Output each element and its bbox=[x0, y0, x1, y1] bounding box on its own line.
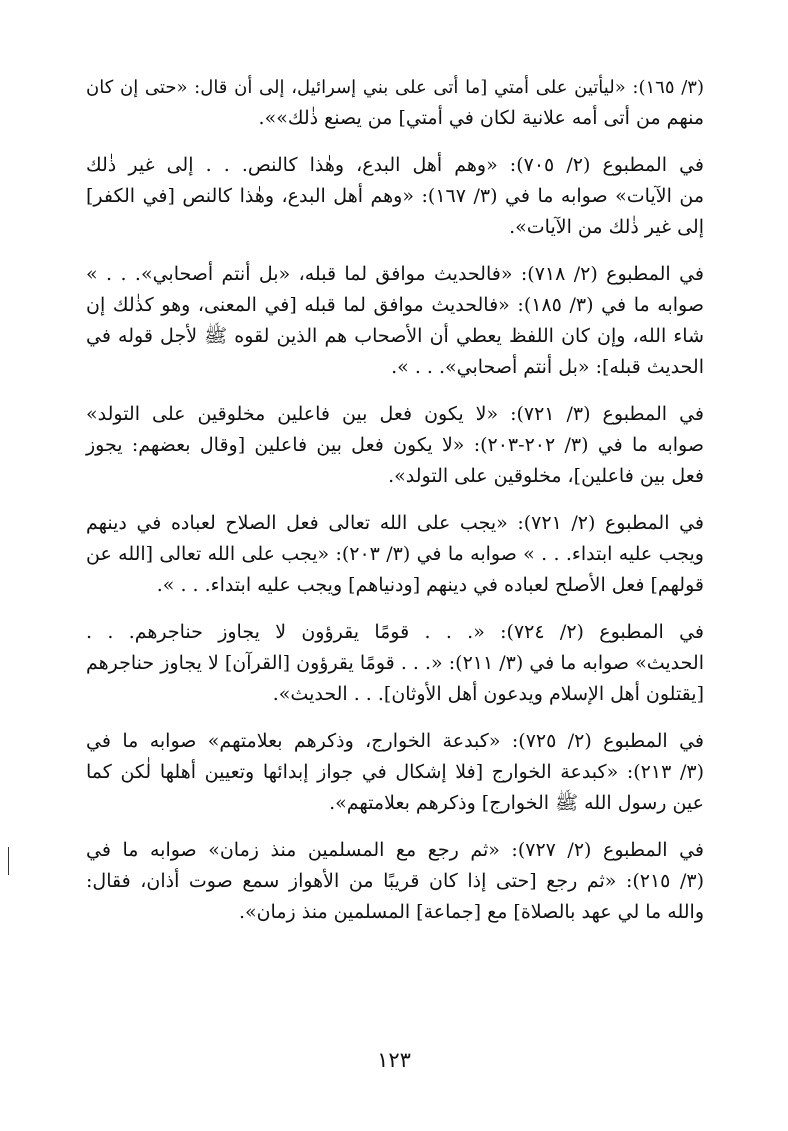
paragraph-7 bbox=[86, 726, 704, 819]
text-line: والله ما لي عهد بالصلاة] مع [جماعة] المسلمين منذ زمان». bbox=[238, 901, 704, 923]
paragraph-4 bbox=[86, 399, 704, 492]
text-line: الحديث» صوابه ما في (٣/ ٢١١): «. . . قومًا يقرؤون [القرآن] لا يجاوز حناجرهم bbox=[86, 652, 704, 674]
text-line: الحديث قبله]: «بل أنتم أصحابي». . . ». bbox=[391, 356, 704, 378]
text-line: إلى غير ذٰلك من الآيات». bbox=[509, 216, 704, 238]
text-line: صوابه ما في (٣/ ٢٠٢-٢٠٣): «لا يكون فعل بين فاعلين [وقال بعضهم: يجوز bbox=[86, 434, 704, 456]
text-line: [يقتلون أهل الإسلام ويدعون أهل الأوثان]. . . الحديث». bbox=[272, 683, 704, 705]
text-line: ويجب عليه ابتداء. . . » صوابه ما في (٣/ ٢٠٣): «يجب على الله تعالى [الله عن bbox=[86, 543, 704, 565]
text-line: في المطبوع (٣/ ٧٢١): «لا يكون فعل بين فاعلين مخلوقين على التولد» bbox=[86, 403, 704, 425]
text-line: في المطبوع (٢/ ٧٢٤): «. . . قومًا يقرؤون لا يجاوز حناجرهم. . . bbox=[86, 621, 704, 643]
paragraph-6 bbox=[86, 617, 704, 710]
text-line: منهم من أتى أمه علانية لكان في أمتي] من يصنع ذٰلك»». bbox=[258, 107, 704, 129]
paragraph-3 bbox=[86, 259, 704, 383]
text-line: من الآيات» صوابه ما في (٣/ ١٦٧): «وهم أهل البدع، وهٰذا كالنص [في الكفر] bbox=[86, 185, 704, 207]
text-body bbox=[86, 72, 704, 944]
page-number: ١٢٣ bbox=[377, 1048, 411, 1072]
text-line: في المطبوع (٢/ ٧٠٥): «وهم أهل البدع، وهٰذا كالنص. . . إلى غير ذٰلك bbox=[86, 154, 705, 176]
text-line: فعل بين فاعلين]، مخلوقين على التولد». bbox=[388, 465, 704, 487]
text-line: (٣/ ٢١٥): «ثم رجع [حتى إذا كان قريبًا من الأهواز سمع صوت أذان، فقال: bbox=[86, 870, 704, 892]
paragraph-2 bbox=[86, 150, 704, 243]
text-line: في المطبوع (٢/ ٧٢٥): «كبدعة الخوارج، وذكرهم بعلامتهم» صوابه ما في bbox=[86, 730, 705, 752]
text-line: عين رسول الله ﷺ الخوارج] وذكرهم بعلامتهم». bbox=[329, 792, 704, 814]
text-line: في المطبوع (٢/ ٧١٨): «فالحديث موافق لما قبله، «بل أنتم أصحابي». . . » bbox=[86, 263, 704, 285]
text-line: صوابه ما في (٣/ ١٨٥): «فالحديث موافق لما قبله [في المعنى، وهو كذٰلك إن bbox=[86, 294, 704, 316]
text-line: في المطبوع (٢/ ٧٢٧): «ثم رجع مع المسلمين منذ زمان» صوابه ما في bbox=[86, 839, 704, 861]
text-line: (٣/ ٢١٣): «كبدعة الخوارج [فلا إشكال في جواز إبدائها وتعيين أهلها لٰكن كما bbox=[86, 761, 704, 783]
text-line: في المطبوع (٢/ ٧٢١): «يجب على الله تعالى فعل الصلاح لعباده في دينهم bbox=[86, 512, 704, 534]
text-line: قولهم] فعل الأصلح لعباده في دينهم [ودنياهم] ويجب عليه ابتداء. . . ». bbox=[156, 574, 704, 596]
text-line: شاء الله، وإن كان اللفظ يعطي أن الأصحاب هم الذين لقوه ﷺ لأجل قوله في bbox=[86, 325, 704, 347]
paragraph-8 bbox=[86, 835, 704, 928]
text-line: (٣/ ١٦٥): «ليأتين على أمتي [ما أتى على بني إسرائيل، إلى أن قال: «حتى إن كان bbox=[86, 77, 704, 98]
margin-mark bbox=[8, 847, 9, 875]
paragraph-1 bbox=[86, 72, 704, 134]
paragraph-5 bbox=[86, 508, 704, 601]
